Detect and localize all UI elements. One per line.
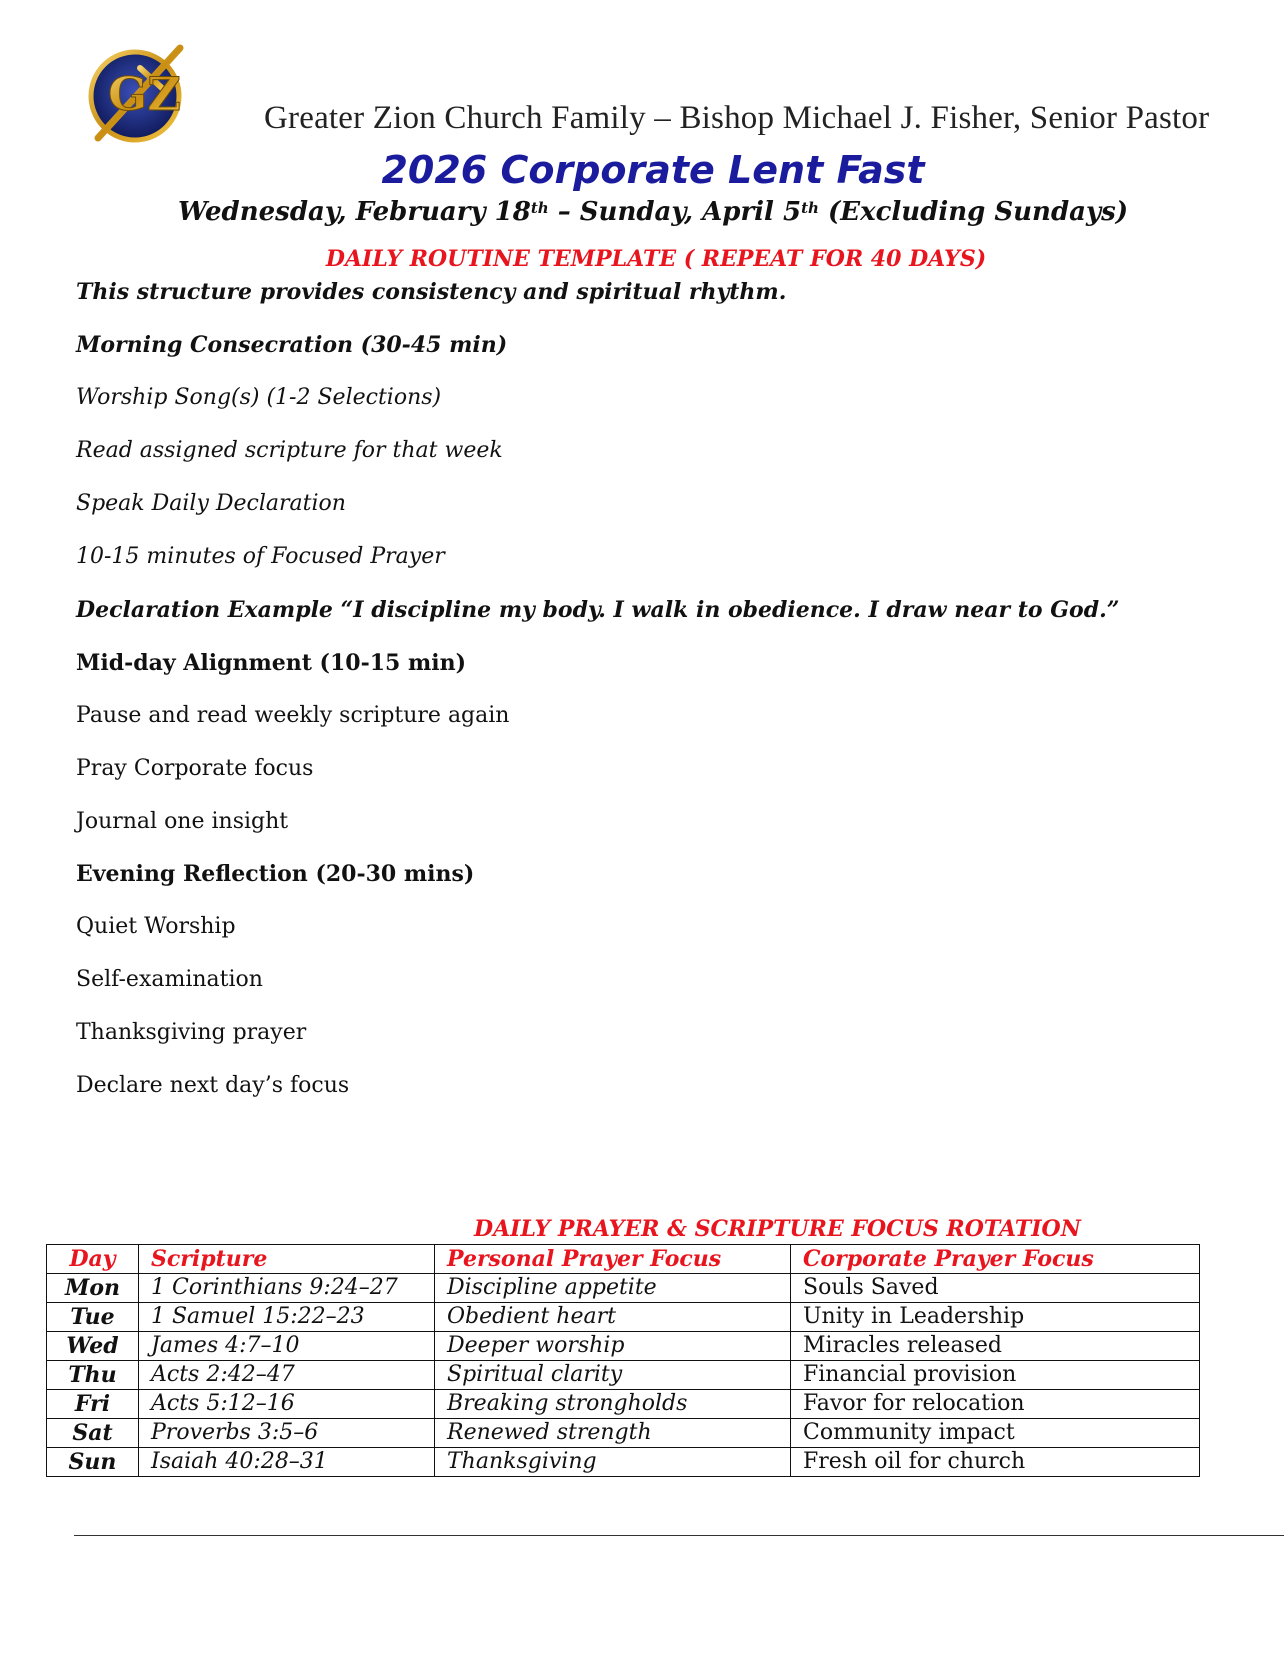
corporate-focus-cell: Favor for relocation: [791, 1390, 1200, 1419]
morning-item: 10-15 minutes of Focused Prayer: [76, 544, 445, 569]
scripture-cell: Acts 5:12–16: [139, 1390, 435, 1419]
day-cell: Sat: [47, 1419, 139, 1448]
day-cell: Thu: [47, 1361, 139, 1390]
table-row: [47, 1361, 1200, 1390]
day-cell: Mon: [47, 1274, 139, 1303]
personal-focus-cell: Breaking strongholds: [435, 1390, 791, 1419]
table-row: [47, 1303, 1200, 1332]
scripture-cell: Isaiah 40:28–31: [139, 1448, 435, 1477]
table-row: [47, 1419, 1200, 1448]
table-header-row: [47, 1245, 1200, 1274]
rotation-table: [46, 1244, 1200, 1477]
corporate-focus-cell: Unity in Leadership: [791, 1303, 1200, 1332]
dates-end: – Sunday, April 5: [548, 197, 802, 227]
evening-item: Quiet Worship: [76, 914, 236, 939]
corporate-focus-cell: Financial provision: [791, 1361, 1200, 1390]
morning-item: Speak Daily Declaration: [76, 491, 346, 516]
dates-note: (Excluding Sundays): [818, 197, 1129, 227]
midday-title: Mid-day Alignment (10-15 min): [76, 650, 467, 676]
fast-dates: [0, 197, 1284, 227]
day-cell: Tue: [47, 1303, 139, 1332]
declaration-example: Declaration Example “I discipline my body. I walk in obedience. I draw near to God.”: [76, 597, 1120, 623]
column-header-day: Day: [47, 1245, 139, 1274]
evening-item: Thanksgiving prayer: [76, 1020, 307, 1045]
routine-intro: This structure provides consistency and spiritual rhythm.: [76, 279, 787, 305]
church-name-line: Greater Zion Church Family – Bishop Michael J. Fisher, Senior Pastor: [264, 100, 1210, 136]
scripture-cell: 1 Corinthians 9:24–27: [139, 1274, 435, 1303]
corporate-focus-cell: Fresh oil for church: [791, 1448, 1200, 1477]
dates-start-suffix: th: [530, 199, 549, 217]
day-cell: Sun: [47, 1448, 139, 1477]
day-cell: Fri: [47, 1390, 139, 1419]
table-row: [47, 1448, 1200, 1477]
midday-item: Journal one insight: [76, 809, 289, 834]
morning-item: Read assigned scripture for that week: [76, 438, 503, 463]
evening-item: Declare next day’s focus: [76, 1073, 350, 1098]
dates-start: Wednesday, February 18: [177, 197, 531, 227]
footer-divider: [74, 1535, 1284, 1536]
column-header-personal: Personal Prayer Focus: [435, 1245, 791, 1274]
personal-focus-cell: Discipline appetite: [435, 1274, 791, 1303]
morning-item: Worship Song(s) (1-2 Selections): [76, 385, 442, 410]
column-header-corporate: Corporate Prayer Focus: [791, 1245, 1200, 1274]
personal-focus-cell: Obedient heart: [435, 1303, 791, 1332]
scripture-cell: 1 Samuel 15:22–23: [139, 1303, 435, 1332]
table-row: [47, 1332, 1200, 1361]
logo-letters: GZ: [108, 67, 181, 121]
scripture-cell: Proverbs 3:5–6: [139, 1419, 435, 1448]
personal-focus-cell: Deeper worship: [435, 1332, 791, 1361]
personal-focus-cell: Spiritual clarity: [435, 1361, 791, 1390]
rotation-heading: DAILY PRAYER & SCRIPTURE FOCUS ROTATION: [474, 1216, 1081, 1242]
midday-item: Pray Corporate focus: [76, 756, 314, 781]
page-title: 2026 Corporate Lent Fast: [381, 148, 925, 192]
scripture-cell: James 4:7–10: [139, 1332, 435, 1361]
morning-title: Morning Consecration (30-45 min): [76, 332, 508, 358]
personal-focus-cell: Renewed strength: [435, 1419, 791, 1448]
midday-item: Pause and read weekly scripture again: [76, 703, 510, 728]
table-row: [47, 1390, 1200, 1419]
scripture-cell: Acts 2:42–47: [139, 1361, 435, 1390]
personal-focus-cell: Thanksgiving: [435, 1448, 791, 1477]
dates-end-suffix: th: [801, 199, 819, 217]
column-header-scripture: Scripture: [139, 1245, 435, 1274]
table-row: [47, 1274, 1200, 1303]
corporate-focus-cell: Souls Saved: [791, 1274, 1200, 1303]
day-cell: Wed: [47, 1332, 139, 1361]
evening-item: Self-examination: [76, 967, 263, 992]
corporate-focus-cell: Miracles released: [791, 1332, 1200, 1361]
evening-title: Evening Reflection (20-30 mins): [76, 861, 475, 887]
routine-heading: DAILY ROUTINE TEMPLATE ( REPEAT FOR 40 DAYS): [325, 246, 987, 272]
church-logo: [80, 38, 190, 148]
corporate-focus-cell: Community impact: [791, 1419, 1200, 1448]
